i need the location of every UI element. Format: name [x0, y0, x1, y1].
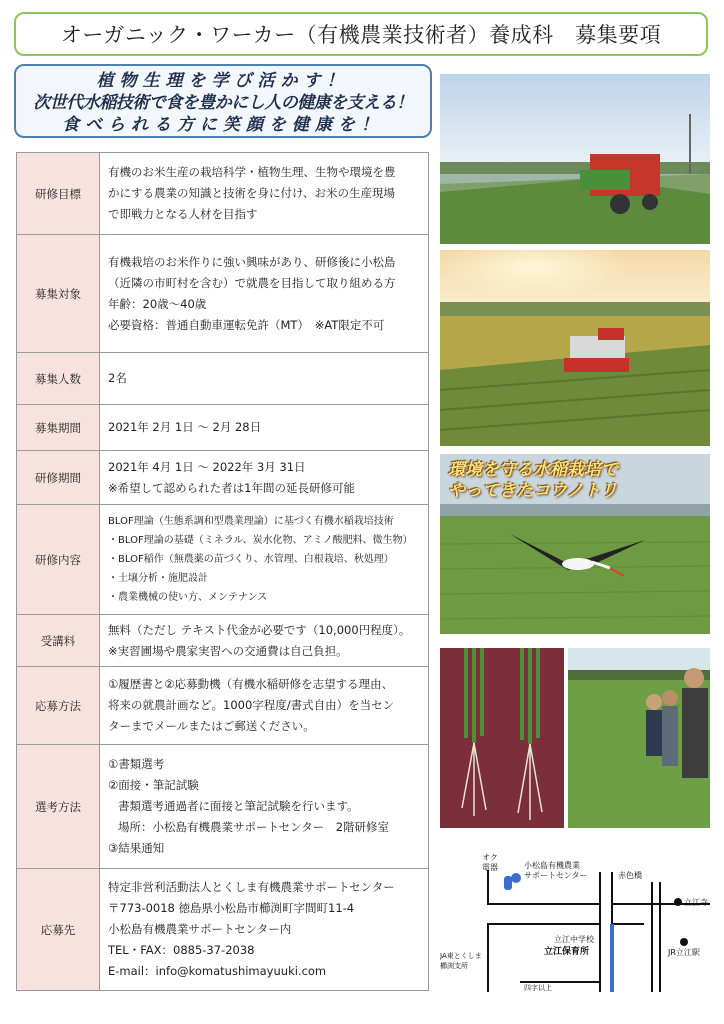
row-value: [100, 353, 429, 405]
row-value: [100, 451, 429, 505]
text-line: E-mail：info@komatushimayuuki.com: [108, 964, 327, 978]
table-row: [17, 615, 429, 667]
text-line: ※希望して認められた者は1年間の延長研修可能: [108, 480, 355, 495]
text-line: 無料（ただし テキスト代金が必要です（10,000円程度）。: [108, 622, 411, 637]
text-line: ・BLOF理論の基礎（ミネラル、炭水化物、アミノ酸肥料、微生物）: [108, 535, 413, 546]
text-line: ②面接・筆記試験: [108, 778, 199, 792]
row-label: 応募方法: [17, 667, 100, 745]
photo-field-people: [568, 648, 710, 828]
text-line: （近隣の市町村を含む）で就農を目指して取り組める方: [108, 275, 396, 290]
row-label: 募集対象: [17, 235, 100, 353]
text-line: ・BLOF稲作（無農薬の苗づくり、水管理、白根栽培、秋処理）: [108, 554, 394, 565]
page-title: オーガニック・ワーカー（有機農業技術者）養成科 募集要項: [14, 12, 708, 56]
text-line: ・土壌分析・施肥設計: [108, 573, 208, 584]
table-row: [17, 451, 429, 505]
map-label-center-2: サポートセンター: [524, 871, 588, 880]
row-label: 研修内容: [17, 505, 100, 615]
text-line: 有機のお米生産の栽培科学・植物生理、生物や環境を豊: [108, 165, 396, 179]
row-value: [100, 745, 429, 869]
photo-rice-planter: [440, 74, 710, 244]
map-label-school: 立江中学校: [554, 935, 594, 944]
photo-harvester: [440, 250, 710, 446]
text-line: 特定非営利活動法人とくしま有機農業サポートセンター: [108, 880, 395, 894]
table-row: [17, 869, 429, 991]
photo-rice-roots: [440, 648, 564, 828]
text-line: 将来の就農計画など。1000字程度/書式自由）を当セン: [108, 698, 395, 712]
text-line: 場所：小松島有機農業サポートセンター 2階研修室: [118, 820, 390, 834]
table-row: [17, 405, 429, 451]
slogan-line-2: 次世代水稲技術で食を豊かにし人の健康を支える！: [33, 93, 413, 113]
row-label: 応募先: [17, 869, 100, 991]
row-label: 募集期間: [17, 405, 100, 451]
text-line: 2021年 2月 1日 ～ 2月 28日: [108, 420, 262, 434]
table-row: [17, 235, 429, 353]
map-label-station: JR立江駅: [668, 948, 700, 957]
table-row: [17, 153, 429, 235]
row-label: 研修期間: [17, 451, 100, 505]
text-line: 年齢：20歳～40歳: [108, 296, 207, 311]
text-line: 2021年 4月 1日 ～ 2022年 3月 31日: [108, 459, 306, 474]
text-line: BLOF理論（生態系調和型農業理論）に基づく有機水稲栽培技術: [108, 516, 394, 527]
table-row: [17, 667, 429, 745]
map-label-temple: 立江寺: [684, 898, 708, 907]
table-row: [17, 505, 429, 615]
text-line: ③結果通知: [108, 841, 165, 855]
row-value: [100, 505, 429, 615]
slogan-line-1: 植物生理を学び活かす！: [96, 71, 350, 91]
text-line: ※実習圃場や農家実習への交通費は自己負担。: [108, 643, 348, 658]
text-line: ・農業機械の使い方、メンテナンス: [108, 592, 268, 603]
text-line: で即戦力となる人材を目指す: [108, 207, 258, 221]
row-label: 研修目標: [17, 153, 100, 235]
row-value: [100, 615, 429, 667]
map-label-center-1: 小松島有機農業: [524, 861, 580, 870]
text-line: ①書類選考: [108, 757, 165, 771]
map-label-oku: オク: [482, 853, 498, 862]
text-line: ①履歴書と②応募動機（有機水稲研修を志望する理由、: [108, 677, 394, 691]
map-label-bottom: 四字以上: [524, 984, 552, 992]
row-value: [100, 235, 429, 353]
row-value: [100, 405, 429, 451]
slogan-line-3: 食べられる方に笑顔を健康を！: [62, 115, 384, 135]
map-label-bridge: 赤色橋: [618, 871, 642, 880]
map-label-denki: 電器: [482, 863, 498, 872]
text-line: 必要資格：普通自動車運転免許（MT） ※AT限定不可: [108, 317, 385, 332]
text-line: 小松島有機農業サポートセンター内: [108, 922, 292, 936]
map-label-ja-2: 櫛渕支所: [440, 962, 468, 970]
access-map: [440, 842, 710, 992]
caption-line-2: やってきたコウノトリ: [448, 481, 618, 501]
text-line: 書類選考通過者に面接と筆記試験を行います。: [118, 799, 359, 813]
row-value: [100, 153, 429, 235]
row-value: [100, 667, 429, 745]
row-value: [100, 869, 429, 991]
map-label-ja-1: JA東とくしま: [440, 952, 482, 960]
text-line: 〒773-0018 徳島県小松島市櫛渕町字間町11-4: [108, 901, 355, 915]
table-row: [17, 745, 429, 869]
text-line: かにする農業の知識と技術を身に付け、お米の生産現場: [108, 186, 396, 200]
photo-caption: [448, 460, 618, 502]
slogan-box: [14, 64, 432, 138]
row-label: 受講料: [17, 615, 100, 667]
text-line: 2名: [108, 371, 127, 385]
text-line: ターまでメールまたはご郵送ください。: [108, 719, 315, 733]
requirements-table: [16, 152, 429, 991]
row-label: 募集人数: [17, 353, 100, 405]
text-line: TEL・FAX：0885-37-2038: [108, 943, 255, 957]
map-label-nursery: 立江保育所: [544, 947, 590, 957]
caption-line-1: 環境を守る水稲栽培で: [448, 460, 618, 480]
row-label: 選考方法: [17, 745, 100, 869]
photo-stork: [440, 454, 710, 634]
table-row: [17, 353, 429, 405]
text-line: 有機栽培のお米作りに強い興味があり、研修後に小松島: [108, 254, 396, 269]
